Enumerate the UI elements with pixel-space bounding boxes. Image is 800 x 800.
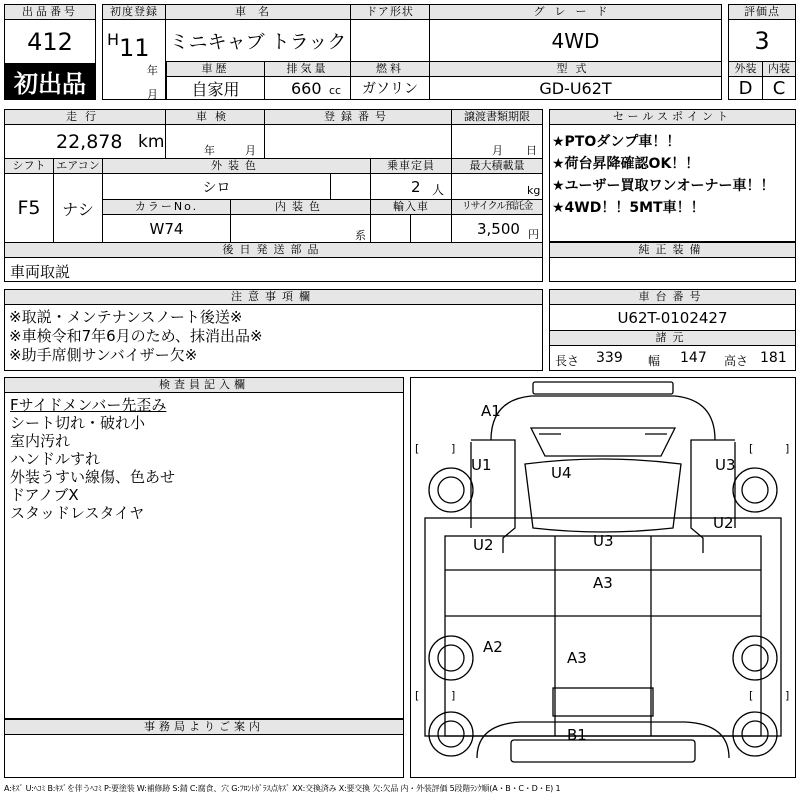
remark-item: Fサイドメンバー先歪み: [10, 396, 167, 414]
inspection-year-unit: 年: [204, 144, 215, 157]
exterior-color: シロ: [102, 173, 331, 200]
note-item: ※取説・メンテナンスノート後送※: [9, 308, 243, 326]
transfer-day-unit: 日: [526, 144, 537, 157]
recycle-fee: 3,500: [477, 220, 520, 238]
remark-item: 室内汚れ: [10, 432, 71, 450]
bracket-mark: ]: [451, 689, 456, 702]
max-load-unit: kg: [527, 184, 541, 197]
transfer-deadline-label: 譲渡書類期限: [451, 109, 543, 125]
sales-point: ★4WD！！5MT車！！: [552, 200, 705, 216]
car-diagram-box: [410, 377, 796, 778]
era: H: [107, 30, 120, 49]
mark-u3-right: U3: [715, 456, 736, 474]
sales-points-label: セールスポイント: [549, 109, 796, 125]
year-unit: 年: [147, 64, 158, 77]
first-registration-label: 初度登録: [102, 4, 166, 20]
note-item: ※助手席側サンバイザー欠※: [9, 346, 198, 364]
rear-right-tire: [733, 636, 777, 680]
interior-color-unit: 系: [355, 229, 366, 242]
mark-b1: B1: [567, 726, 587, 744]
inspection-month-unit: 月: [245, 144, 256, 157]
registration-year: 11: [119, 34, 150, 62]
car-diagram: [411, 378, 795, 777]
exterior-color-label: 外装色: [102, 158, 371, 174]
first-listing-badge: 初出品: [4, 63, 96, 100]
cargo-bed: [445, 536, 761, 736]
door-type: [350, 19, 430, 62]
front-right-wheel: [742, 477, 768, 503]
chassis-number-label: 車台番号: [549, 289, 796, 305]
length-label: 長さ: [555, 354, 580, 368]
chassis-number: U62T-0102427: [549, 304, 796, 331]
score: 3: [728, 19, 796, 62]
remark-item: シート切れ・破れ小: [10, 414, 146, 432]
inspector-label: 検査員記入欄: [4, 377, 404, 393]
rear-left-wheel: [438, 645, 464, 671]
fuel: ガソリン: [350, 76, 430, 100]
recycle-label: リサイクル預託金: [451, 199, 543, 215]
width: 147: [680, 350, 707, 366]
office-notice-label: 事務局よりご案内: [4, 719, 404, 735]
interior-color-label: 内装色: [230, 199, 371, 215]
capacity-unit: 人: [432, 183, 445, 197]
registration-number: [264, 124, 452, 159]
mark-u3-center: U3: [593, 532, 614, 550]
office-notice-box: [4, 734, 404, 778]
fuel-label: 燃料: [350, 61, 430, 77]
displacement-unit: cc: [329, 84, 342, 97]
front-left-tire: [429, 468, 473, 512]
door-lines: [471, 442, 735, 528]
tailgate: [553, 688, 653, 716]
rear-left-tire: [429, 636, 473, 680]
car-name: ミニキャブ トラック: [165, 19, 351, 62]
interior-grade: C: [762, 76, 796, 100]
mark-u2-left: U2: [473, 536, 494, 554]
exterior-color-extra: [330, 173, 371, 200]
exterior-grade: D: [728, 76, 763, 100]
remark-item: スタッドレスタイヤ: [10, 504, 145, 522]
ac: ナシ: [53, 173, 103, 243]
month-unit: 月: [147, 88, 158, 101]
notes-label: 注意事項欄: [4, 289, 543, 305]
later-parts-box: [4, 257, 543, 282]
history: 自家用: [166, 76, 265, 100]
cab-roof-outline: [491, 396, 715, 440]
bracket-mark: ]: [785, 689, 790, 702]
cab-roof: [525, 459, 681, 532]
bracket-mark: ]: [785, 442, 790, 455]
lot-number-label: 出品番号: [4, 4, 96, 20]
capacity: 2: [411, 178, 421, 196]
lot-number: 412: [4, 19, 96, 64]
specs-box: [549, 345, 796, 371]
mark-u4: U4: [551, 464, 572, 482]
capacity-label: 乗車定員: [370, 158, 452, 174]
displacement: 660: [291, 79, 322, 98]
height-label: 高さ: [724, 354, 749, 368]
import-cell-1: [370, 214, 411, 243]
grade-label: グレード: [429, 4, 722, 20]
model-label: 型式: [429, 61, 722, 77]
mark-u2-right: U2: [713, 514, 734, 532]
shift-label: シフト: [4, 158, 54, 174]
notes-list: [9, 308, 263, 365]
bracket-mark: [: [415, 442, 420, 455]
bracket-mark: [: [749, 689, 754, 702]
recycle-unit: 円: [528, 228, 539, 241]
mark-a2: A2: [483, 638, 503, 656]
interior-color-box: [230, 214, 371, 243]
front-left-wheel: [438, 477, 464, 503]
bracket-mark: ]: [451, 442, 456, 455]
color-number-label: カラーNo.: [102, 199, 231, 215]
transfer-month-unit: 月: [492, 144, 503, 157]
sales-point: ★PTOダンプ車！！: [552, 134, 681, 150]
mileage-unit: km: [138, 132, 165, 152]
front-bumper: [533, 382, 673, 394]
mark-a1: A1: [481, 402, 501, 420]
inspection-label: 車検: [165, 109, 265, 125]
color-number: W74: [102, 214, 231, 243]
legend: A:ｷｽﾞ U:ﾍｺﾐ B:ｷｽﾞを伴うﾍｺﾐ P:要塗装 W:補修跡 S:錆 C:腐食、穴 G:ﾌﾛﾝﾄｶﾞﾗｽ点ｷｽﾞ XX:交換済み X:要交換 欠:欠品 内・外装評価 5段階ﾗﾝｸ順(A・B・C・D・E) 1: [4, 784, 561, 793]
spare-tire: [429, 712, 473, 756]
model: GD-U62T: [429, 76, 722, 100]
remark-item: 外装うすい線傷、色あせ: [10, 468, 176, 486]
windshield: [531, 428, 675, 456]
shift: F5: [4, 173, 54, 243]
import-label: 輸入車: [370, 199, 452, 215]
sales-point: ★ユーザー買取ワンオーナー車！！: [552, 178, 775, 194]
bracket-mark: [: [749, 442, 754, 455]
import-cell-2: [410, 214, 452, 243]
displacement-label: 排気量: [264, 61, 351, 77]
inspector-remarks: [10, 396, 175, 522]
length: 339: [596, 350, 623, 366]
width-label: 幅: [648, 354, 661, 368]
grade: 4WD: [429, 19, 722, 62]
front-right-tire: [733, 468, 777, 512]
mark-u1: U1: [471, 456, 492, 474]
remark-item: ドアノブX: [10, 486, 79, 504]
max-load-label: 最大積載量: [451, 158, 543, 174]
genuine-equipment-box: [549, 257, 796, 282]
sales-point: ★荷台昇降確認OK！！: [552, 156, 700, 172]
spare-wheel: [438, 721, 464, 747]
height: 181: [760, 350, 787, 366]
bracket-mark: [: [415, 689, 420, 702]
later-parts-label: 後日発送部品: [4, 242, 543, 258]
history-label: 車歴: [166, 61, 265, 77]
exterior-grade-label: 外装: [728, 61, 763, 77]
specs-label: 諸元: [549, 330, 796, 346]
mark-a3-top: A3: [593, 574, 613, 592]
ac-label: エアコン: [53, 158, 103, 174]
later-parts: 車両取説: [10, 263, 71, 281]
mileage: 22,878: [56, 131, 123, 153]
remark-item: ハンドルすれ: [10, 450, 101, 468]
note-item: ※車検令和7年6月のため、抹消出品※: [9, 327, 263, 345]
score-label: 評価点: [728, 4, 796, 20]
rear-view-tire: [733, 712, 777, 756]
sales-points-list: [552, 131, 775, 219]
door-type-label: ドア形状: [350, 4, 430, 20]
rear-view-wheel: [742, 721, 768, 747]
mileage-label: 走行: [4, 109, 166, 125]
genuine-equipment-label: 純正装備: [549, 242, 796, 258]
registration-number-label: 登録番号: [264, 109, 452, 125]
mark-a3-bottom: A3: [567, 649, 587, 667]
rear-right-wheel: [742, 645, 768, 671]
rear-bumper: [511, 740, 695, 762]
car-name-label: 車名: [165, 4, 351, 20]
interior-grade-label: 内装: [762, 61, 796, 77]
